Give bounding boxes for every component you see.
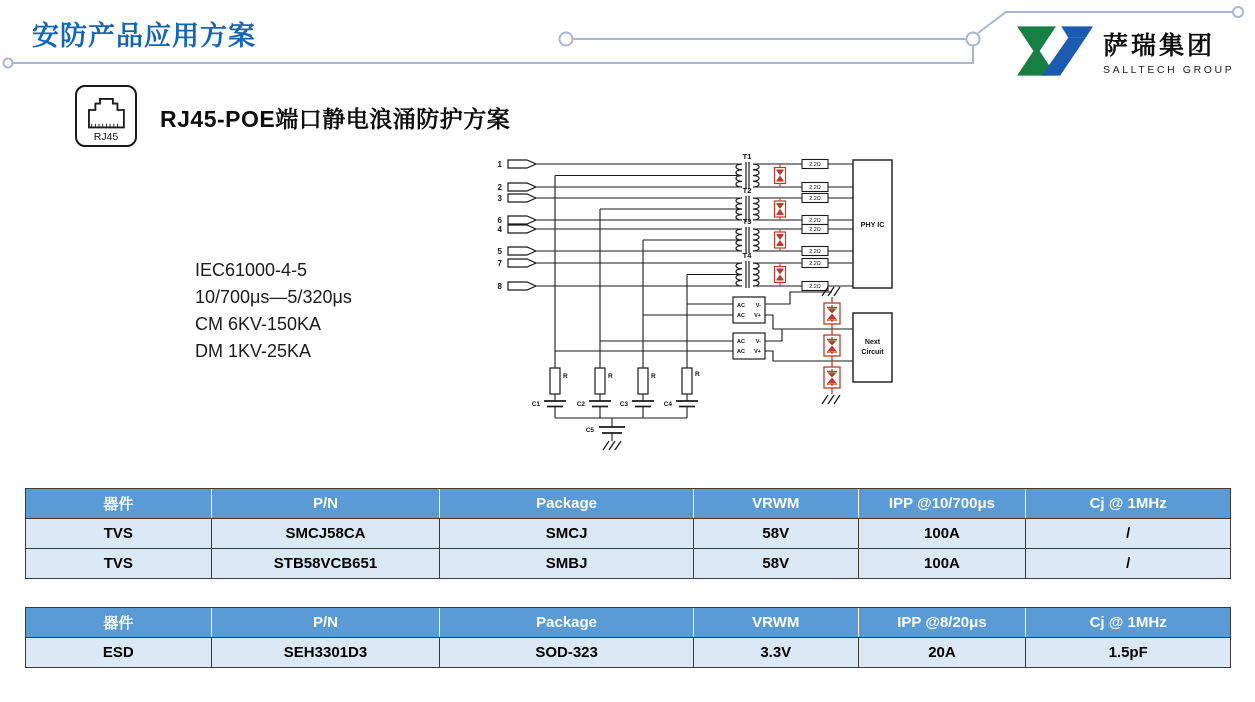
column-header: VRWM bbox=[694, 489, 859, 518]
resistor-value: 2.2Ω bbox=[809, 185, 821, 191]
termination-network bbox=[532, 368, 700, 441]
table-cell: TVS bbox=[26, 518, 212, 548]
next-circuit-label-1: Next bbox=[864, 339, 881, 346]
section-heading: RJ45-POE端口静电浪涌防护方案 bbox=[160, 106, 511, 132]
cap-label: C1 bbox=[531, 401, 540, 408]
resistor-value: 2.2Ω bbox=[809, 196, 821, 202]
column-header: P/N bbox=[212, 489, 441, 518]
r-label: R bbox=[563, 373, 568, 380]
logo-text bbox=[1103, 26, 1234, 76]
table-cell: / bbox=[1026, 548, 1230, 578]
column-header: 器件 bbox=[26, 608, 212, 637]
column-header: Package bbox=[440, 489, 694, 518]
resistor-value: 2.2Ω bbox=[809, 227, 821, 233]
next-circuit-block bbox=[853, 313, 892, 382]
rj45-icon bbox=[75, 85, 137, 147]
bridge-ac-label: AC bbox=[737, 313, 745, 319]
logo-name-en: SALLTECH GROUP bbox=[1103, 64, 1235, 76]
pin-label: 4 bbox=[497, 225, 502, 234]
r-label: R bbox=[695, 371, 700, 378]
table-cell: SOD-323 bbox=[440, 637, 694, 667]
cap-label: C2 bbox=[576, 401, 585, 408]
spec-line: DM 1KV-25KA bbox=[195, 341, 312, 361]
input-pins bbox=[508, 160, 536, 290]
resistor-value: 2.2Ω bbox=[809, 284, 821, 290]
bridge-vplus-label: V+ bbox=[754, 313, 761, 319]
table-cell: 100A bbox=[859, 518, 1027, 548]
table-cell: SMCJ bbox=[440, 518, 694, 548]
table-cell: 20A bbox=[859, 637, 1027, 667]
transformer-labels bbox=[743, 152, 753, 260]
surge-spec-text bbox=[195, 257, 352, 365]
esd-parts-table bbox=[25, 607, 1231, 668]
column-header: 器件 bbox=[26, 489, 212, 518]
table-cell: SMCJ58CA bbox=[212, 518, 441, 548]
tvs-parts-table bbox=[25, 488, 1231, 579]
bridge-ac-label: AC bbox=[737, 303, 745, 309]
table-cell: 3.3V bbox=[694, 637, 859, 667]
spec-line: CM 6KV-150KA bbox=[195, 314, 322, 334]
cap-label: C3 bbox=[619, 401, 628, 408]
pin-label: 1 bbox=[497, 160, 502, 169]
bridge-vminus-label: V- bbox=[755, 339, 761, 345]
column-header: P/N bbox=[212, 608, 441, 637]
table-cell: / bbox=[1026, 518, 1230, 548]
resistor-value: 2.2Ω bbox=[809, 261, 821, 267]
bridge-rectifiers bbox=[733, 297, 765, 359]
table-cell: 58V bbox=[694, 518, 859, 548]
table-cell: 1.5pF bbox=[1026, 637, 1230, 667]
pin-labels bbox=[498, 160, 503, 291]
bridge-vminus-label: V- bbox=[755, 303, 761, 309]
bridge-vplus-label: V+ bbox=[754, 349, 761, 355]
company-logo bbox=[1015, 22, 1245, 80]
transformer-label: T3 bbox=[742, 217, 752, 226]
r-label: R bbox=[608, 373, 613, 380]
bridge-ac-label: AC bbox=[737, 339, 745, 345]
table-cell: SMBJ bbox=[440, 548, 694, 578]
spec-line: 10/700μs—5/320μs bbox=[195, 287, 352, 307]
series-resistors bbox=[802, 160, 828, 291]
r-label: R bbox=[651, 373, 656, 380]
pin-label: 8 bbox=[497, 282, 502, 291]
center-tap-wires bbox=[555, 176, 740, 369]
power-tvs-array bbox=[824, 297, 840, 394]
resistor-value: 2.2Ω bbox=[809, 249, 821, 255]
logo-mark-icon bbox=[1015, 24, 1095, 78]
column-header: VRWM bbox=[694, 608, 859, 637]
table-cell: ESD bbox=[26, 637, 212, 667]
pin-label: 7 bbox=[497, 259, 502, 268]
cap-label: C4 bbox=[663, 401, 672, 408]
spec-line: IEC61000-4-5 bbox=[195, 260, 308, 280]
table-cell: 58V bbox=[694, 548, 859, 578]
table-cell: 100A bbox=[859, 548, 1027, 578]
column-header: Cj @ 1MHz bbox=[1026, 489, 1230, 518]
cap-label: C5 bbox=[585, 427, 594, 434]
rj45-icon-label: RJ45 bbox=[93, 131, 119, 143]
pin-label: 6 bbox=[497, 216, 502, 225]
pin-label: 5 bbox=[497, 247, 502, 256]
line-tvs-diodes bbox=[775, 164, 786, 286]
logo-name-cn: 萨瑞集团 bbox=[1103, 32, 1216, 60]
next-circuit-label-2: Circuit bbox=[861, 349, 884, 356]
transformer-label: T2 bbox=[742, 186, 752, 195]
column-header: IPP @8/20μs bbox=[859, 608, 1027, 637]
column-header: Package bbox=[440, 608, 694, 637]
line-wires bbox=[536, 164, 742, 286]
pin-label: 3 bbox=[497, 194, 502, 203]
resistor-value: 2.2Ω bbox=[809, 162, 821, 168]
transformer-label: T4 bbox=[742, 251, 752, 260]
resistor-value: 2.2Ω bbox=[809, 218, 821, 224]
phy-ic-block bbox=[853, 160, 892, 288]
table-cell: STB58VCB651 bbox=[212, 548, 441, 578]
circuit-schematic bbox=[490, 140, 910, 485]
bridge-ac-label: AC bbox=[737, 349, 745, 355]
table-cell: SEH3301D3 bbox=[212, 637, 441, 667]
phy-ic-label: PHY IC bbox=[860, 220, 885, 229]
page-title: 安防产品应用方案 bbox=[32, 21, 256, 51]
table-cell: TVS bbox=[26, 548, 212, 578]
column-header: Cj @ 1MHz bbox=[1026, 608, 1230, 637]
column-header: IPP @10/700μs bbox=[859, 489, 1027, 518]
transformer-label: T1 bbox=[742, 152, 752, 161]
pin-label: 2 bbox=[497, 183, 502, 192]
